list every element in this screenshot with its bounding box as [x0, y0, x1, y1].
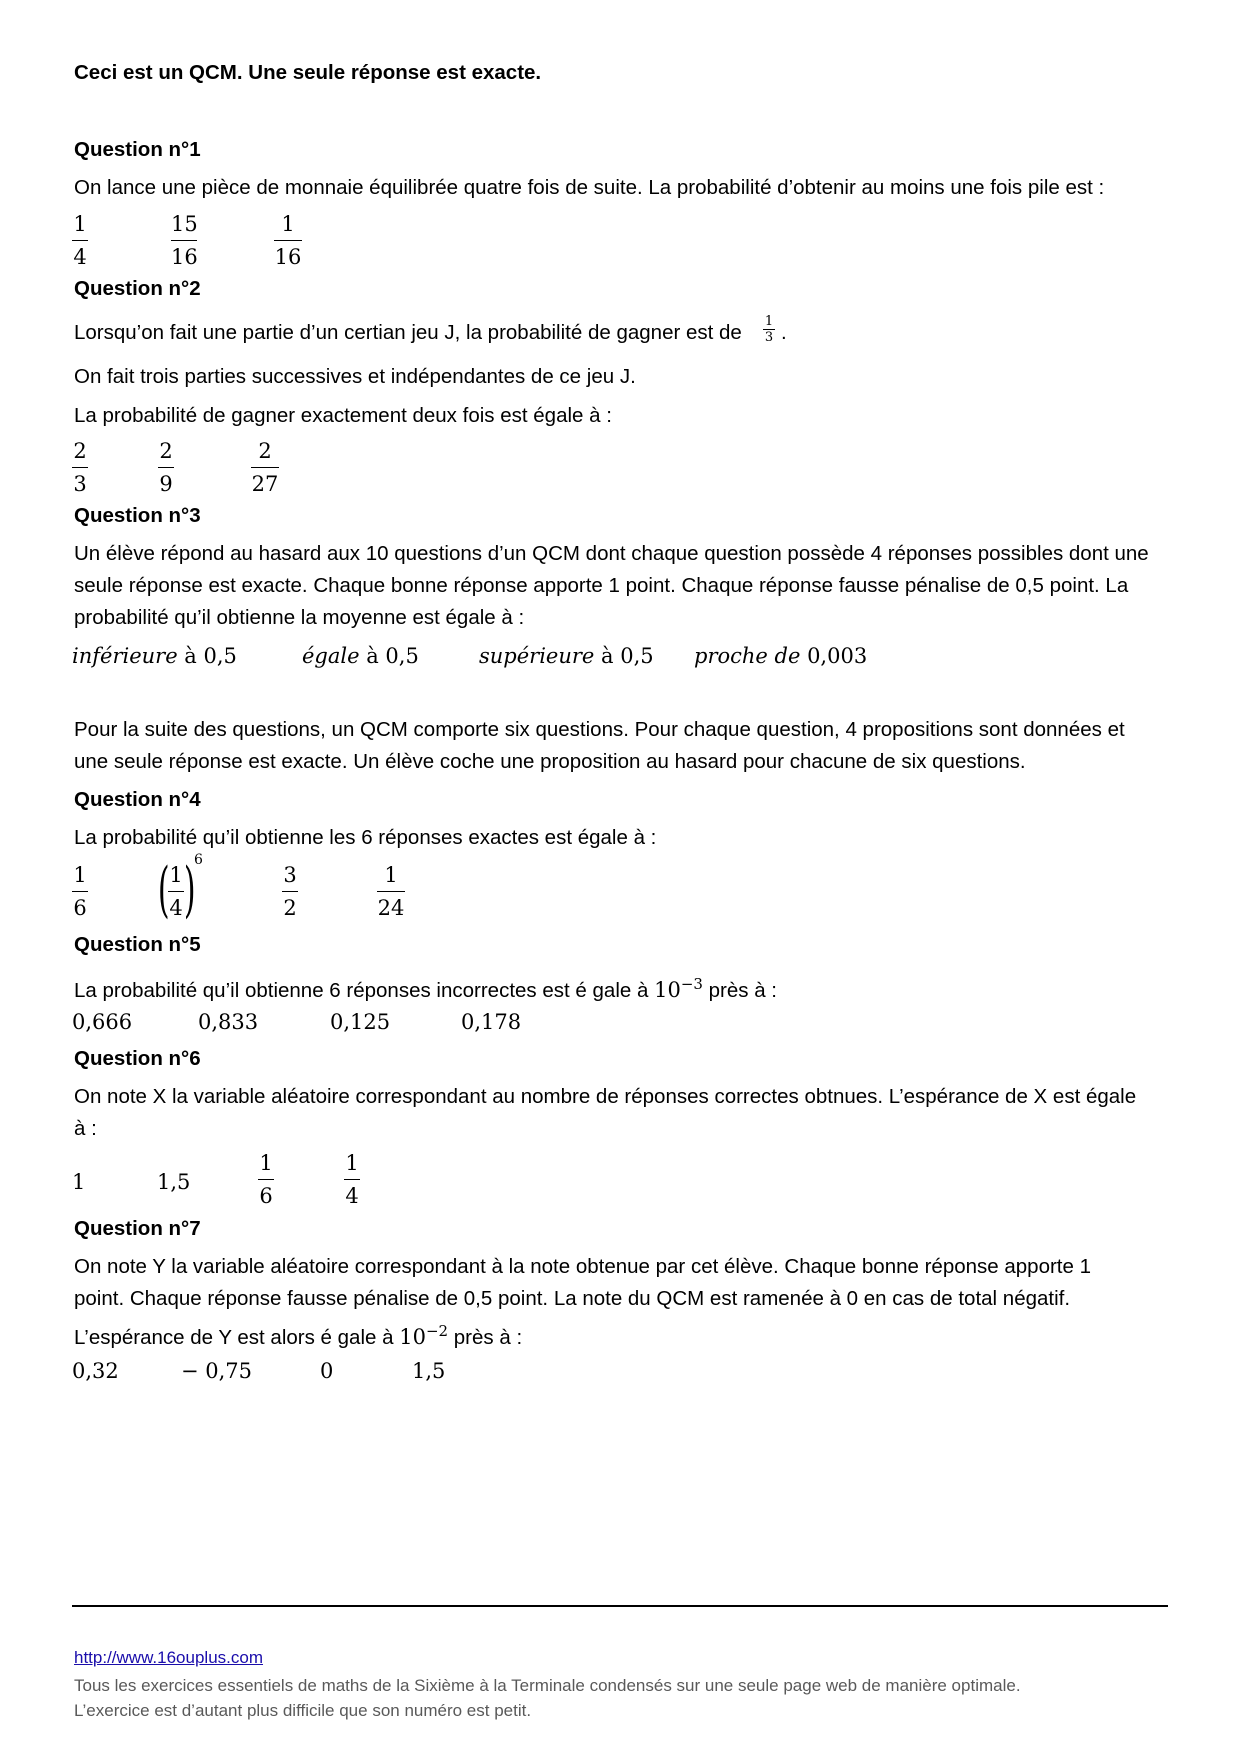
q2-option-1-num: 2	[73, 439, 87, 463]
q3-option-2-rest: à 0,5	[359, 644, 419, 668]
q3-option-1-word: inférieure	[72, 644, 178, 668]
q1-option-3	[274, 209, 302, 272]
q2-option-3	[251, 436, 279, 499]
q7-option-3: 0	[320, 1359, 334, 1383]
question-3-line-2: seule réponse est exacte. Chaque bonne réponse apporte 1 point. Chaque réponse fausse pénalise de 0,5 point. La	[74, 574, 1129, 597]
q4-option-3	[282, 860, 298, 923]
q2-option-2	[158, 436, 174, 499]
q7-power-exponent: −2	[425, 1322, 449, 1340]
q4-option-2	[156, 852, 216, 930]
q3-option-3-word: supérieure	[479, 644, 595, 668]
q2-option-1-den: 3	[73, 472, 87, 496]
suite-line-1: Pour la suite des questions, un QCM comporte six questions. Pour chaque question, 4 propositions sont données et	[74, 718, 1125, 741]
q5-power-exponent: −3	[680, 975, 703, 993]
q6-option-2: 1,5	[157, 1170, 191, 1194]
question-2-line-1: Lorsqu’on fait une partie d’un certian jeu J, la probabilité de gagner est de	[74, 321, 742, 344]
q4-option-2-den: 4	[169, 896, 183, 920]
question-6-line-2: à :	[74, 1117, 97, 1140]
q4-option-4	[377, 860, 405, 923]
q5-power-base: 10	[654, 977, 681, 1002]
q7-power-base: 10	[399, 1324, 426, 1349]
q4-option-1-num: 1	[73, 863, 87, 887]
q2-option-3-num: 2	[258, 439, 272, 463]
q1-option-1	[72, 209, 88, 272]
q1-option-2	[171, 209, 197, 272]
q4-option-4-num: 1	[384, 863, 398, 887]
question-7-line-2: point. Chaque réponse fausse pénalise de 0,5 point. La note du QCM est ramenée à 0 en cas de total négatif.	[74, 1287, 1071, 1310]
question-3-line-3: probabilité qu’il obtienne la moyenne est égale à :	[74, 606, 525, 629]
q3-option-1-rest: à 0,5	[177, 644, 237, 668]
question-7-title: Question n°7	[74, 1217, 201, 1240]
left-parenthesis: (	[157, 855, 170, 925]
q3-option-1	[72, 640, 237, 672]
question-3-line-1: Un élève répond au hasard aux 10 questions d’un QCM dont chaque question possède 4 réponses possibles dont une	[74, 542, 1149, 565]
footer-line-2: L’exercice est d’autant plus difficile que son numéro est petit.	[74, 1701, 532, 1720]
q5-text-part-a: La probabilité qu’il obtienne 6 réponses incorrectes est é gale à	[74, 978, 649, 1002]
question-2-line-2: On fait trois parties successives et indépendantes de ce jeu J.	[74, 365, 636, 388]
q1-option-2-den: 16	[171, 245, 198, 269]
q1-option-1-num: 1	[73, 212, 87, 236]
q7-option-4: 1,5	[412, 1359, 446, 1383]
q1-option-3-num: 1	[281, 212, 295, 236]
suite-line-2: une seule réponse est exacte. Un élève coche une proposition au hasard pour chacune de six questions.	[74, 750, 1026, 773]
q3-option-4	[694, 640, 867, 672]
q4-option-3-num: 3	[283, 863, 297, 887]
q3-option-3	[479, 640, 654, 672]
question-7-line-1: On note Y la variable aléatoire correspondant à la note obtenue par cet élève. Chaque bonne réponse apporte 1	[74, 1255, 1092, 1278]
q5-option-3: 0,125	[330, 1010, 391, 1034]
question-4-text: La probabilité qu’il obtienne les 6 réponses exactes est égale à :	[74, 826, 657, 849]
q2-option-1	[72, 436, 88, 499]
intro-heading: Ceci est un QCM. Une seule réponse est exacte.	[74, 61, 542, 84]
question-4-title: Question n°4	[74, 788, 201, 811]
q5-option-1: 0,666	[72, 1010, 133, 1034]
q2-option-2-num: 2	[159, 439, 173, 463]
q4-option-3-den: 2	[283, 896, 297, 920]
footer-divider	[72, 1605, 1168, 1607]
question-2-title: Question n°2	[74, 277, 201, 300]
q5-text-part-b: près à :	[708, 978, 778, 1002]
q3-option-2	[302, 640, 419, 672]
q4-option-4-den: 24	[377, 896, 405, 920]
q4-option-1-den: 6	[73, 896, 87, 920]
question-2-line-3: La probabilité de gagner exactement deux fois est égale à :	[74, 404, 612, 427]
q7-line-3-part-a: L’espérance de Y est alors é gale à	[74, 1325, 394, 1349]
q6-option-3-den: 6	[259, 1184, 273, 1208]
q6-option-4-den: 4	[345, 1184, 359, 1208]
question-1-title: Question n°1	[74, 138, 201, 161]
q5-option-2: 0,833	[198, 1010, 259, 1034]
q3-option-4-word: proche de	[694, 644, 801, 668]
q6-option-3-num: 1	[259, 1151, 273, 1175]
q6-option-4	[344, 1148, 360, 1211]
question-6-line-1: On note X la variable aléatoire correspondant au nombre de réponses correctes obtnues. L’espérance de X est égale	[74, 1085, 1137, 1108]
q1-option-1-den: 4	[73, 245, 87, 269]
question-1-text: On lance une pièce de monnaie équilibrée quatre fois de suite. La probabilité d’obtenir au moins une fois pile est :	[74, 176, 1105, 199]
q4-option-2-exponent: 6	[194, 852, 203, 868]
q6-option-4-num: 1	[345, 1151, 359, 1175]
q3-option-3-rest: à 0,5	[594, 644, 654, 668]
q5-option-4: 0,178	[461, 1010, 522, 1034]
q3-option-4-rest: 0,003	[800, 644, 868, 668]
question-7-line-3	[74, 1315, 522, 1354]
q7-option-1: 0,32	[72, 1359, 119, 1383]
q2-small-fraction-num: 1	[764, 314, 774, 329]
question-5-text	[74, 968, 777, 1007]
q2-option-2-den: 9	[159, 472, 173, 496]
question-5-title: Question n°5	[74, 933, 201, 956]
footer-link[interactable]: http://www.16ouplus.com	[74, 1648, 263, 1667]
q2-small-fraction	[763, 314, 775, 345]
q4-option-2-fraction	[168, 860, 184, 923]
q4-option-2-num: 1	[169, 863, 183, 887]
question-6-title: Question n°6	[74, 1047, 201, 1070]
q6-option-1: 1	[72, 1170, 86, 1194]
q1-option-3-den: 16	[274, 245, 302, 269]
q1-option-2-num: 15	[171, 212, 198, 236]
question-3-title: Question n°3	[74, 504, 201, 527]
footer-line-1: Tous les exercices essentiels de maths de la Sixième à la Terminale condensés sur une seule page web de manière optimale.	[74, 1676, 1021, 1695]
right-parenthesis: )	[183, 855, 196, 925]
question-2-line-1-end: .	[781, 321, 787, 344]
q2-option-3-den: 27	[251, 472, 279, 496]
q6-option-3	[258, 1148, 274, 1211]
q3-option-2-word: égale	[302, 644, 360, 668]
q2-small-fraction-den: 3	[764, 330, 774, 345]
q7-line-3-part-b: près à :	[453, 1325, 523, 1349]
q4-option-1	[72, 860, 88, 923]
q7-option-2: − 0,75	[181, 1359, 253, 1383]
